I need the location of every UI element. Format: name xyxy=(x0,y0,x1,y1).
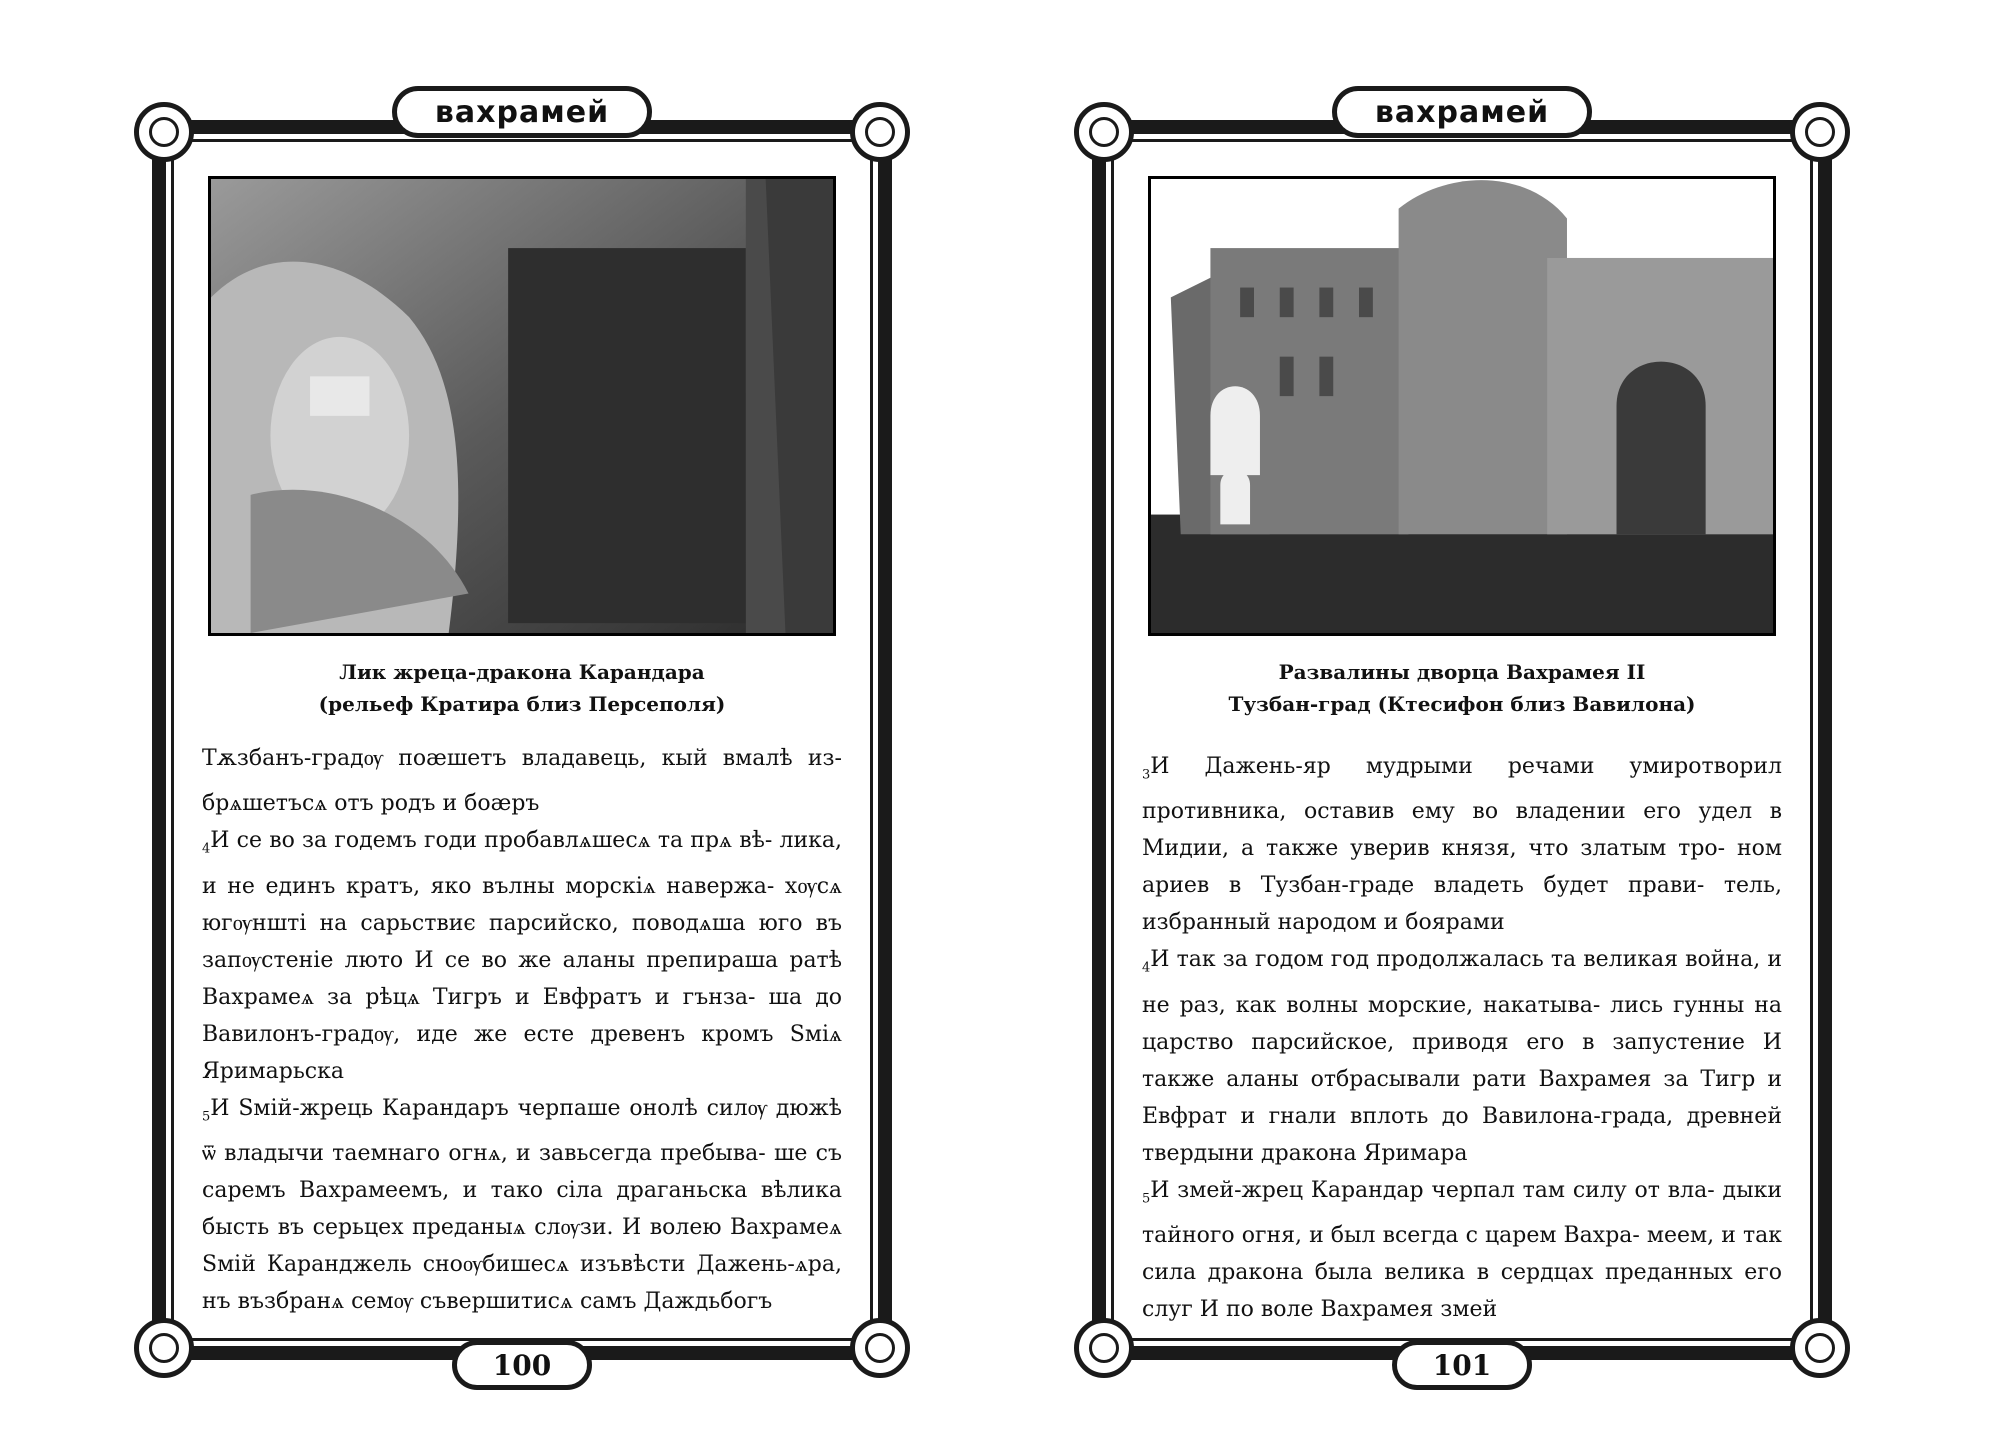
celtic-knot-icon xyxy=(1790,1318,1850,1378)
caption-line: Лик жреца-дракона Карандара xyxy=(339,660,705,684)
photo-caption xyxy=(192,656,852,720)
page-number: 100 xyxy=(452,1340,592,1390)
photo-relief xyxy=(208,176,836,636)
paragraph: $_5$И змей-жрец Карандар черпал там силу от вла- дыки тайного огня, и был всегда с царем Вахра- меем, и так сила дракона была велика в сердцах преданных его слуг И по воле Вахрамея змей xyxy=(1142,1177,1782,1323)
caption-line: Развалины дворца Вахрамея II xyxy=(1278,660,1646,684)
right-page xyxy=(1092,94,1832,1382)
left-page xyxy=(152,94,892,1382)
running-header: вахрамей xyxy=(1332,86,1592,138)
caption-line: (рельеф Кратира близ Персеполя) xyxy=(318,692,726,716)
running-header: вахрамей xyxy=(392,86,652,138)
body-text-old-slavonic xyxy=(202,740,842,1315)
celtic-knot-icon xyxy=(850,1318,910,1378)
paragraph: $_4$И се во за годемъ годи пробавлѧшесѧ та прѧ вѣ- лика, и не единъ кратъ, яко вълны морскіѧ навержа- хѹсѧ югѹнштi на сарьствиє парсийско, поводѧша юго въ запѹстенiе люто И се во же аланы препираша ратѣ Вахрамеѧ за рѣцѧ Тигръ и Евфратъ и гънза- ша до Вавилонъ-градѹ, иде же есте древенъ кромъ Ѕмiѧ Яримарьска xyxy=(202,828,842,1084)
body-text-translation xyxy=(1142,748,1782,1323)
caption-line: Тузбан-град (Ктесифон близ Вавилона) xyxy=(1228,692,1696,716)
celtic-knot-icon xyxy=(1074,1318,1134,1378)
celtic-knot-icon xyxy=(134,102,194,162)
paragraph: Тѫзбанъ-градѹ поӕшетъ владавець, кый вмалѣ из- брѧшетъсѧ отъ родъ и боӕръ xyxy=(202,746,842,817)
celtic-knot-icon xyxy=(1074,102,1134,162)
paragraph: $_4$И так за годом год продолжалась та великая война, и не раз, как волны морские, накатыва- лись гунны на царство парсийское, приводя его в запустение И также аланы отбрасывали рати Вахрамея за Тигр и Евфрат и гнали вплоть до Вавилона-града, древней твердыни дракона Яримара xyxy=(1142,947,1782,1166)
photo-palace-ruins xyxy=(1148,176,1776,636)
celtic-knot-icon xyxy=(1790,102,1850,162)
paragraph: $_5$И Ѕмiй-жрець Карандаръ черпаше онолѣ силѹ дюжѣ ѿ владычи таемнаго огнѧ, и завьсегда пребыва- ше съ саремъ Вахрамеемъ, и тако сiла драганьска вѣлика бысть въ серьцех преданыѧ слѹзи. И волею Вахрамеѧ Ѕмiй Каранджель сноѹбишесѧ изъвѣсти Дажень-ѧра, нъ възбранѧ семѹ съвершитисѧ самъ Даждьбогъ xyxy=(202,1095,842,1315)
photo-caption xyxy=(1132,656,1792,720)
page-number: 101 xyxy=(1392,1340,1532,1390)
celtic-knot-icon xyxy=(850,102,910,162)
celtic-knot-icon xyxy=(134,1318,194,1378)
paragraph: $_3$И Дажень-яр мудрыми речами умиротворил противника, оставив ему во владении его удел в Мидии, а также уверив князя, что златым тро- ном ариев в Тузбан-граде владеть будет прави- тель, избранный народом и боярами xyxy=(1142,754,1782,936)
